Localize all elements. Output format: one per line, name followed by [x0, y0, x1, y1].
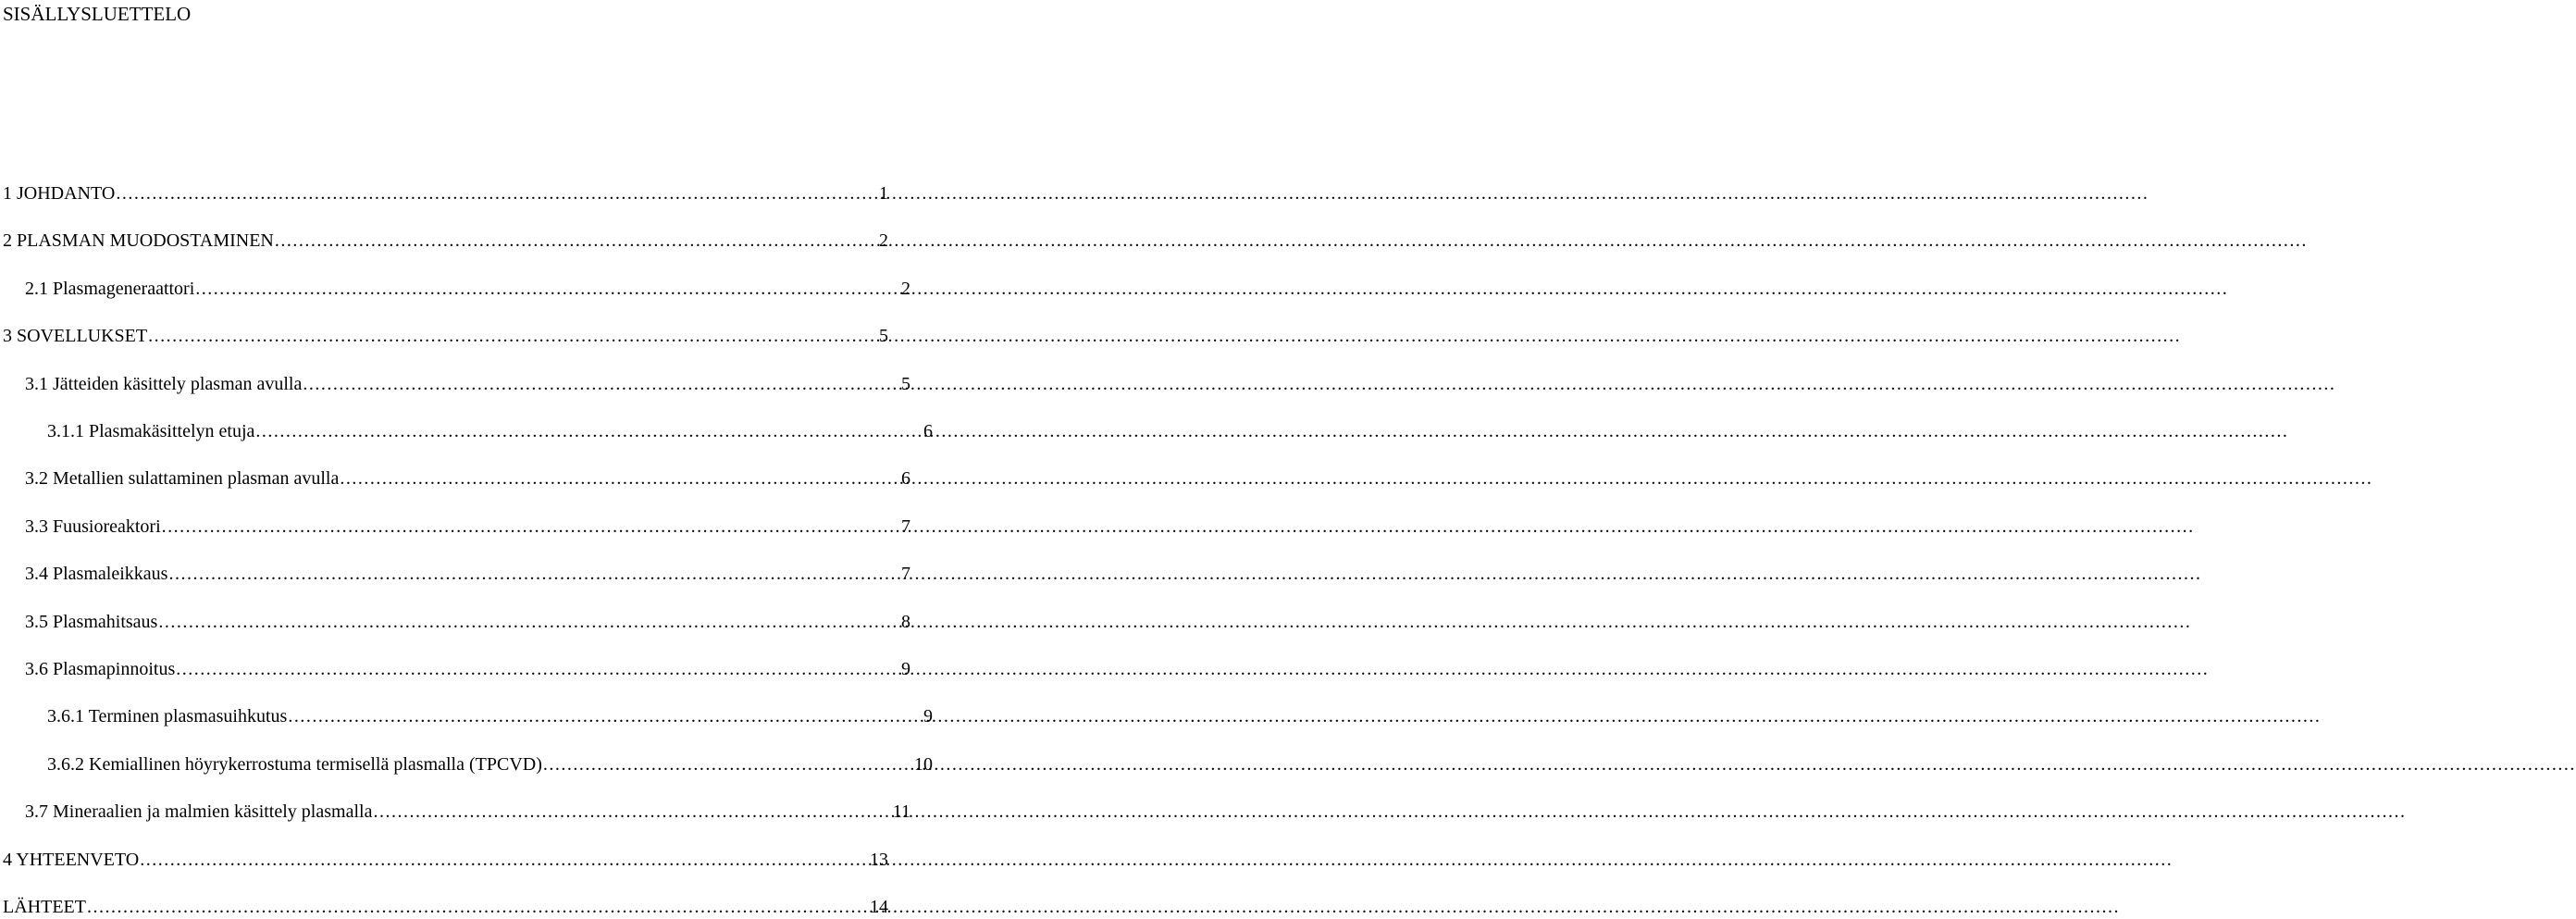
toc-entry-label: 3.7 Mineraalien ja malmien käsittely plasmalla	[25, 801, 373, 822]
toc-entry-page: 2	[879, 230, 888, 251]
toc-entry-page: 5	[901, 374, 910, 394]
toc-entry-page: 6	[923, 421, 933, 441]
toc-dot-leader	[340, 466, 899, 491]
toc-entry[interactable]	[0, 419, 933, 443]
toc-dot-leader	[148, 324, 877, 348]
toc-dot-leader	[158, 610, 899, 634]
toc-entry[interactable]	[0, 277, 910, 301]
toc-entry-page: 10	[914, 754, 933, 775]
toc-entry-label: 3.6.1 Terminen plasmasuihkutus	[47, 706, 288, 727]
toc-dot-leader	[140, 848, 868, 872]
toc-dot-leader	[303, 372, 899, 396]
toc-dot-leader	[162, 515, 899, 539]
page-title: SISÄLLYSLUETTELO	[3, 3, 192, 25]
toc-dot-leader	[176, 657, 899, 681]
toc-entry[interactable]	[0, 657, 910, 681]
toc-entry-label: 3.4 Plasmaleikkaus	[25, 564, 168, 584]
toc-entry-page: 11	[892, 801, 910, 822]
toc-entry[interactable]	[0, 466, 910, 491]
toc-entry-label: LÄHTEET	[3, 897, 86, 917]
toc-entry[interactable]	[0, 181, 888, 205]
toc-entry-label: 3.1 Jätteiden käsittely plasman avulla	[25, 374, 303, 394]
toc-entry-page: 7	[901, 516, 910, 537]
toc-entry-page: 2	[901, 279, 910, 299]
toc-entry-label: 3.1.1 Plasmakäsittelyn etuja	[47, 421, 255, 441]
toc-entry-label: 3 SOVELLUKSET	[3, 326, 148, 346]
toc-entry-label: 3.6 Plasmapinnoitus	[25, 659, 176, 679]
toc-entry-page: 6	[901, 468, 910, 489]
toc-dot-leader	[288, 704, 922, 728]
toc-entry-page: 14	[870, 897, 888, 917]
toc-entry-label: 1 JOHDANTO	[3, 183, 116, 204]
toc-entry-page: 1	[879, 183, 888, 204]
toc-dot-leader	[168, 562, 899, 586]
toc-entry-label: 3.3 Fuusioreaktori	[25, 516, 161, 537]
toc-entry-page: 8	[901, 612, 910, 632]
toc-entry-label: 3.6.2 Kemiallinen höyrykerrostuma termisellä plasmalla (TPCVD)	[47, 754, 542, 775]
toc-entry-label: 4 YHTEENVETO	[3, 850, 140, 870]
toc-entry[interactable]	[0, 515, 910, 539]
toc-entry-label: 2 PLASMAN MUODOSTAMINEN	[3, 230, 274, 251]
toc-dot-leader	[255, 419, 922, 443]
toc-entry-page: 13	[870, 850, 888, 870]
toc-dot-leader	[543, 752, 912, 776]
toc-entry-page: 9	[923, 706, 933, 727]
toc-entry[interactable]	[0, 704, 933, 728]
table-of-contents	[0, 0, 933, 917]
toc-entry[interactable]	[0, 800, 910, 824]
toc-entry[interactable]	[0, 895, 888, 919]
toc-dot-leader	[87, 895, 868, 919]
toc-entry-label: 3.2 Metallien sulattaminen plasman avulla	[25, 468, 340, 489]
toc-entry-page: 7	[901, 564, 910, 584]
toc-entry-label: 3.5 Plasmahitsaus	[25, 612, 158, 632]
toc-entry[interactable]	[0, 229, 888, 253]
toc-entry-page: 9	[901, 659, 910, 679]
toc-entry[interactable]	[0, 752, 933, 776]
toc-dot-leader	[195, 277, 899, 301]
toc-dot-leader	[373, 800, 890, 824]
toc-entry[interactable]	[0, 372, 910, 396]
toc-dot-leader	[275, 229, 877, 253]
toc-entry[interactable]	[0, 562, 910, 586]
toc-entry[interactable]	[0, 324, 888, 348]
toc-entry[interactable]	[0, 848, 888, 872]
toc-dot-leader	[116, 181, 877, 205]
toc-entry-page: 5	[879, 326, 888, 346]
toc-entry-label: 2.1 Plasmageneraattori	[25, 279, 195, 299]
toc-entry[interactable]	[0, 610, 910, 634]
